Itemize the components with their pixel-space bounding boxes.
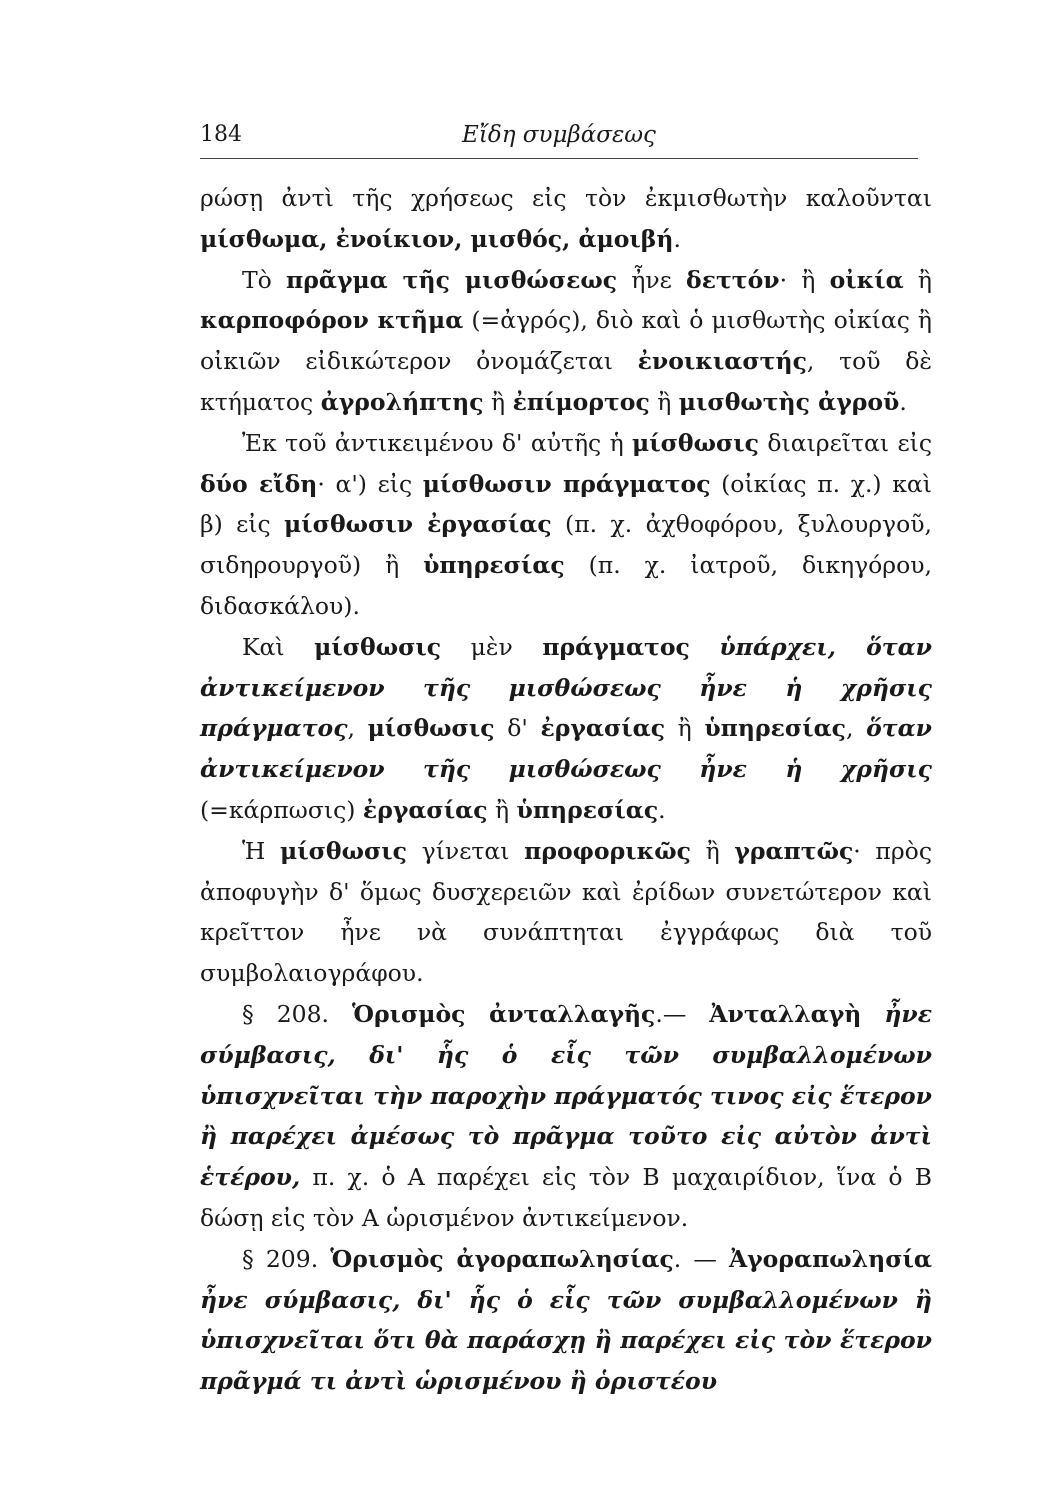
emphasized-text: ἐργασίας: [362, 795, 488, 824]
emphasized-text: πράγματος: [542, 632, 690, 661]
text-run: (π. χ. ἰατροῦ, δικηγόρου, διδασκάλου).: [200, 551, 932, 620]
emphasized-text: Ἀνταλλαγὴ: [709, 999, 862, 1028]
text-run: γίνεται: [406, 836, 525, 865]
text-run: ἢ: [903, 265, 933, 294]
text-run: .: [673, 224, 681, 253]
emphasized-text: μίσθωσις: [632, 428, 759, 457]
text-run: ἢ: [483, 387, 513, 416]
emphasized-text: μίσθωσις: [314, 632, 442, 661]
emphasized-text: δεττόν: [686, 265, 780, 294]
text-run: (=κάρπωσις): [200, 795, 363, 824]
paragraph: [200, 178, 932, 260]
emphasized-text: μισθωτὴς ἀγροῦ: [678, 387, 900, 416]
text-run: [690, 633, 720, 661]
paragraph: [200, 627, 932, 831]
emphasized-text: ὑπηρεσίας: [423, 551, 565, 580]
text-run: · ἢ: [779, 265, 830, 294]
emphasized-text: οἰκία: [829, 265, 904, 294]
text-run: ,: [845, 714, 867, 743]
text-run: ἢ: [665, 714, 705, 743]
text-run: Ἐκ τοῦ ἀντικειμένου δ' αὐτῆς ἡ: [242, 428, 633, 457]
emphasized-text: ἐπίμορτος: [512, 387, 650, 416]
body-text: [200, 178, 932, 1402]
text-run: ἢ: [690, 836, 735, 865]
emphasized-text: δύο εἴδη: [200, 469, 318, 498]
emphasized-text: προφορικῶς: [524, 836, 691, 865]
emphasized-text: μίσθωμα, ἐνοίκιον, μισθός, ἀμοιβή: [200, 224, 674, 253]
emphasized-text: μίσθωσις: [367, 714, 495, 743]
text-run: ρώσῃ ἀντὶ τῆς χρήσεως εἰς τὸν ἐκμισθωτὴν καλοῦνται: [200, 184, 932, 212]
paragraph: [200, 260, 932, 423]
text-run: ,: [347, 714, 368, 743]
emphasized-text: μίσθωσιν ἐργασίας: [284, 510, 552, 539]
text-run: Καὶ: [242, 632, 315, 661]
text-run: δ': [494, 714, 541, 743]
text-run: , τοῦ δὲ κτήματος: [200, 347, 933, 416]
page-header: [200, 118, 918, 159]
emphasized-text: ὑπάρχει, ὅταν ἀντικείμενον τῆς μισθώσεως ἦνε ἡ χρῆσις πράγματος: [200, 632, 932, 743]
text-run: .: [658, 795, 666, 824]
text-run: π. χ. ὁ Α παρέχει εἰς τὸν Β μαχαιρίδιον, ἵνα ὁ Β δώσῃ εἰς τὸν Α ὡρισμένον ἀντικείμενον.: [200, 1163, 932, 1232]
paragraph: [200, 1239, 932, 1402]
text-run: Ἡ: [242, 836, 280, 865]
text-run: § 208.: [242, 999, 352, 1028]
text-run: .: [899, 387, 907, 416]
text-run: (π. χ. ἀχθοφόρου, ξυλουργοῦ, σιδηρουργοῦ) ἢ: [200, 510, 932, 580]
page-number: 184: [200, 122, 242, 147]
text-run: μὲν: [441, 632, 543, 661]
text-run: .—: [655, 999, 710, 1028]
paragraph: [200, 994, 932, 1239]
text-run: § 209.: [242, 1244, 331, 1273]
text-run: Τὸ: [242, 265, 287, 294]
emphasized-text: μίσθωσις: [280, 836, 407, 865]
text-run: ἢ: [487, 795, 517, 824]
emphasized-text: ὅταν ἀντικείμενον τῆς μισθώσεως ἦνε ἡ χρῆσις: [200, 714, 932, 784]
emphasized-text: ἦνε σύμβασις, δι' ἧς ὁ εἷς τῶν συμβαλλομένων ἢ ὑπισχνεῖται ὅτι θὰ παράσχῃ ἢ παρέχει εἰς τὸν ἕτερον πρᾶγμά τι ἀντὶ ὡρισμένου ἢ ὁριστέου: [200, 1285, 932, 1396]
emphasized-text: ὑπηρεσίας: [704, 714, 846, 743]
emphasized-text: ὑπηρεσίας: [516, 795, 659, 824]
text-run: · α') εἰς: [317, 469, 423, 498]
emphasized-text: ἐνοικιαστής: [637, 347, 807, 376]
text-run: ἦνε: [617, 265, 687, 294]
emphasized-text: πρᾶγμα τῆς μισθώσεως: [286, 265, 618, 294]
emphasized-text: Ἀγοραπωλησία: [728, 1244, 932, 1273]
paragraph: [200, 423, 932, 627]
emphasized-text: καρποφόρον κτῆμα: [200, 306, 464, 335]
text-run: [861, 1000, 884, 1028]
emphasized-text: ἦνε σύμβασις, δι' ἧς ὁ εἷς τῶν συμβαλλομένων ὑπισχνεῖται τὴν παροχὴν πράγματός τινος εἰς ἕτερον ἢ παρέχει ἀμέσως τὸ πρᾶγμα τοῦτο εἰς αὐτὸν ἀντὶ ἑτέρου,: [200, 999, 932, 1192]
text-run: (οἰκίας π. χ.) καὶ β) εἰς: [200, 469, 932, 539]
emphasized-text: Ὁρισμὸς ἀγοραπωλησίας: [330, 1244, 674, 1273]
text-run: ἢ: [649, 387, 679, 416]
text-run: (=ἀγρός), διὸ καὶ ὁ μισθωτὴς οἰκίας ἢ οἰκιῶν εἰδικώτερον ὀνομάζεται: [200, 306, 932, 376]
running-title: Εἴδη συμβάσεως: [462, 122, 656, 148]
text-run: διαιρεῖται εἰς: [759, 428, 933, 457]
emphasized-text: ἀγρολήπτης: [320, 387, 484, 416]
text-run: . —: [673, 1244, 729, 1273]
paragraph: [200, 831, 932, 994]
text-run: · πρὸς ἀποφυγὴν δ' ὅμως δυσχερειῶν καὶ ἐρίδων συνετώτερον καὶ κρεῖττον ἦνε νὰ συνάπτηται ἐγγράφως διὰ τοῦ συμβολαιογράφου.: [200, 836, 932, 988]
emphasized-text: μίσθωσιν πράγματος: [422, 469, 711, 498]
emphasized-text: γραπτῶς: [734, 836, 854, 865]
emphasized-text: ἐργασίας: [540, 714, 666, 743]
emphasized-text: Ὁρισμὸς ἀνταλλαγῆς: [351, 999, 656, 1028]
